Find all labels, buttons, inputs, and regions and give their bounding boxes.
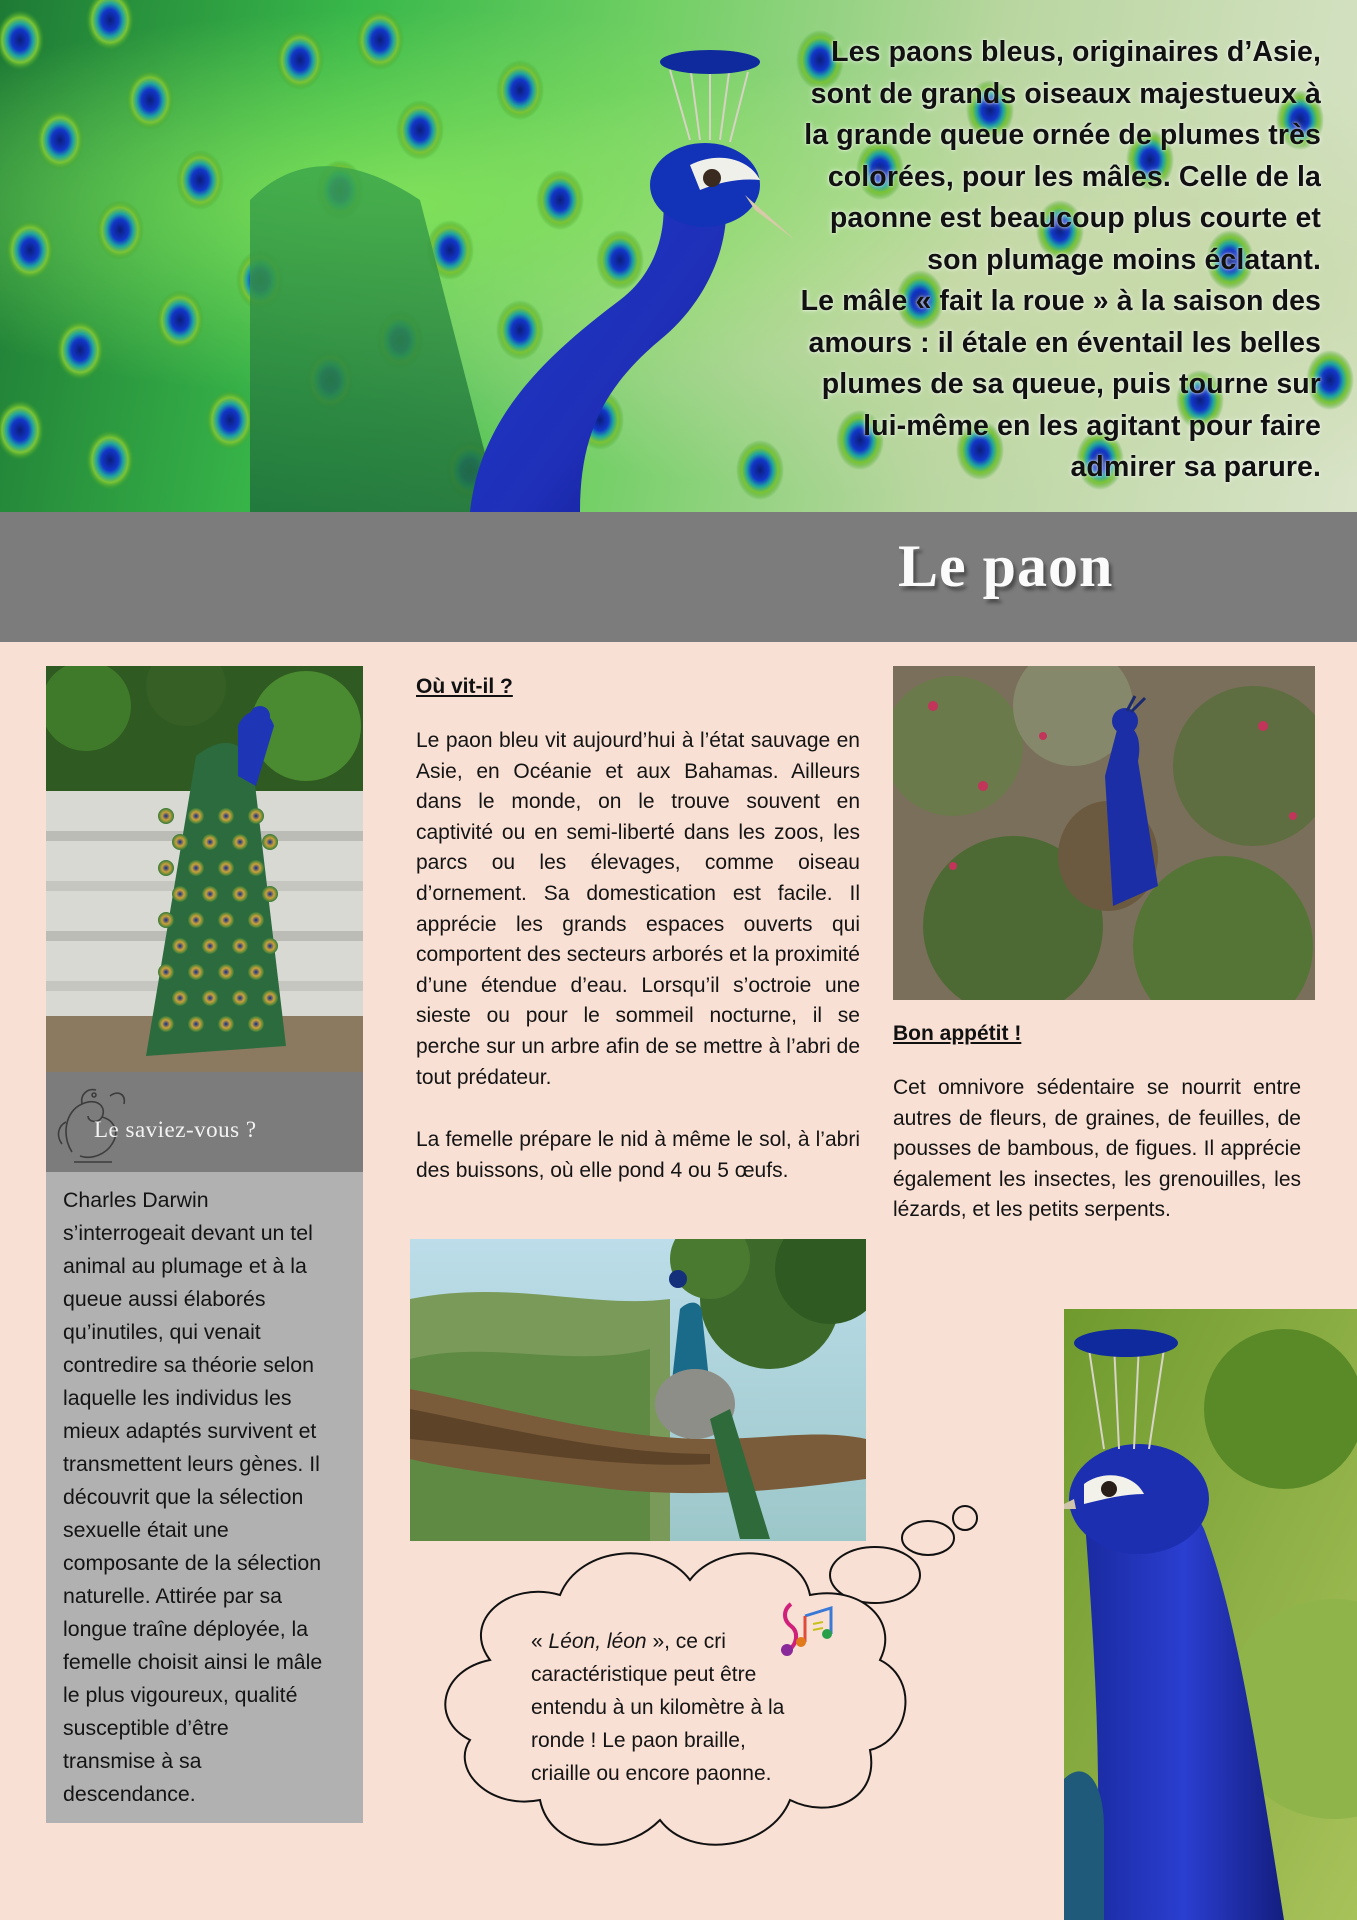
peacock-on-branch-photo — [410, 1239, 866, 1541]
peacock-in-garden-photo — [893, 666, 1315, 1000]
fact-box-title: Le saviez-vous ? — [94, 1117, 257, 1142]
fact-box-text: Charles Darwin s’interrogeait devant un tel animal au plumage et à la queue aussi élaborés qu’inutiles, qui venait contredire sa théorie selon laquelle les individus les mieux adaptés survivent et transmettent leurs gènes. Il découvrit que la sélection sexuelle était une composante de la sélection naturelle. Attirée par sa longue traîne déployée, la femelle choisit ainsi le mâle le plus vigoureux, qualité susceptible d’être transmise à sa descendance. — [63, 1188, 323, 1806]
food-paragraph: Cet omnivore sédentaire se nourrit entre autres de fleurs, de graines, de feuilles, de pousses de bambous, de figues. Il apprécie également les insectes, les grenouilles, les lézards, et les petits serpents. — [893, 1076, 1301, 1222]
nesting-paragraph: La femelle prépare le nid à même le sol, à l’abri des buissons, où elle pond 4 ou 5 œufs. — [416, 1128, 860, 1182]
habitat-heading: Où vit-il ? — [416, 675, 513, 698]
peacock-closeup-photo — [1064, 1309, 1357, 1920]
hero-intro-text: Les paons bleus, originaires d’Asie, sont de grands oiseaux majestueux à la grande queue ornée de plumes très colorées, pour les mâles. Celle de la paonne est beaucoup plus courte et son plumage moins éclatant. Le mâle « fait la roue » à la saison des amours : il étale en éventail les belles plumes de sa queue, puis tourne sur lui-même en les agitant pour faire admirer sa parure. — [800, 36, 1321, 483]
music-notes-icon — [773, 1596, 839, 1660]
peacock-tail-photo — [46, 666, 363, 1072]
page-title: Le paon — [898, 533, 1114, 599]
bubble-text: « Léon, léon », ce cri caractéristique peut être entendu à un kilomètre à la ronde ! Le paon braille, criaille ou encore paonne. — [531, 1630, 785, 1785]
hero-banner — [0, 0, 1357, 512]
habitat-paragraph: Le paon bleu vit aujourd’hui à l’état sauvage en Asie, en Océanie et aux Bahamas. Ailleurs dans le monde, on le trouve souvent en captivité ou en semi-liberté dans les zoos, les parcs ou les élevages, comme oiseau d’ornement. Sa domestication est facile. Il apprécie les grands espaces ouverts qui comportent des secteurs arborés et la proximité d’une étendue d’eau. Lorsqu’il s’octroie une sieste ou pour le sommeil nocturne, il se perche sur un arbre afin de se mettre à l’abri de tout prédateur. — [416, 729, 860, 1089]
call-quote: Léon, léon — [548, 1630, 647, 1653]
fact-box-header — [46, 1072, 363, 1172]
title-band — [0, 512, 1357, 642]
fact-box-body — [46, 1172, 363, 1823]
food-heading: Bon appétit ! — [893, 1022, 1022, 1045]
